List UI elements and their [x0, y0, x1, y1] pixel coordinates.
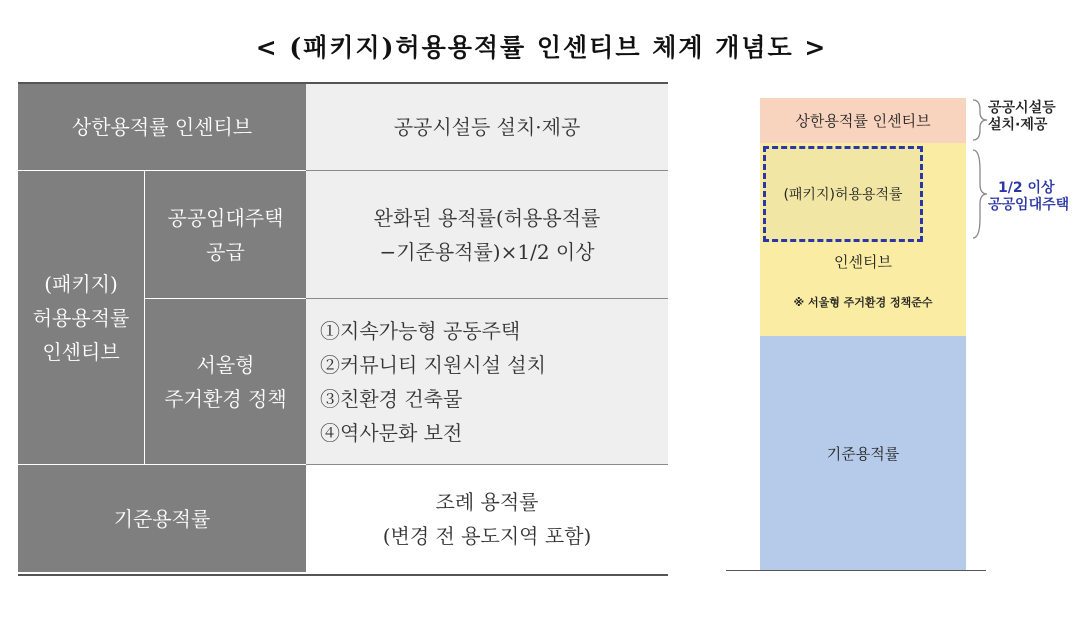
block-base-ratio: 기준용적률: [760, 336, 966, 570]
block-upper-incentive: 상한용적률 인센티브: [760, 98, 966, 143]
row-label-upper-incentive: 상한용적률 인센티브: [18, 84, 306, 170]
row-value-ordinance-ratio: [306, 465, 668, 572]
side-label-line: 1/2 이상: [998, 180, 1055, 196]
row-label-base-ratio: 기준용적률: [18, 465, 306, 572]
row-label-line: 공공임대주택: [167, 205, 284, 230]
policy-item: ②커뮤니티 지원시설 설치: [320, 352, 546, 377]
row-value-line: (변경 전 용도지역 포함): [382, 523, 592, 548]
incentive-table: [18, 82, 668, 576]
policy-item: ③친환경 건축물: [320, 386, 463, 411]
side-label-public-facility: [988, 100, 1056, 134]
group-label-line: 허용용적률: [32, 305, 130, 330]
side-label-public-rental: [988, 180, 1069, 214]
side-label-line: 공공시설등: [988, 100, 1056, 116]
row-label-line: 주거환경 정책: [164, 386, 287, 411]
brace-icon: [970, 98, 990, 258]
row-value-line: 완화된 용적률(허용용적률: [373, 205, 601, 230]
row-label-seoul-policy: [144, 299, 306, 464]
block-package-ratio: (패키지)허용용적률: [763, 146, 923, 242]
policy-item: ④역사문화 보전: [320, 420, 463, 445]
row-value-line: −기준용적률)×1/2 이상: [379, 239, 595, 264]
group-label-package-incentive: [18, 171, 144, 464]
concept-diagram: [720, 90, 1080, 590]
row-label-line: 공급: [206, 239, 245, 264]
row-value-public-facility: 공공시설등 설치·제공: [306, 84, 668, 170]
baseline: [726, 570, 986, 571]
group-label-line: 인센티브: [42, 339, 120, 364]
side-label-line: 공공임대주택: [988, 197, 1070, 213]
policy-item: ①지속가능형 공동주택: [320, 318, 521, 343]
note-seoul-policy: ※ 서울형 주거환경 정책준수: [793, 296, 933, 309]
label-incentive: 인센티브: [834, 252, 892, 271]
row-value-relaxed-ratio: [306, 171, 668, 298]
row-label-line: 서울형: [196, 352, 255, 377]
row-label-public-rental: [144, 171, 306, 298]
row-value-line: 조례 용적률: [435, 489, 539, 514]
group-label-line: (패키지): [44, 271, 118, 296]
side-label-line: 설치·제공: [988, 117, 1048, 133]
row-value-policy-list: [306, 299, 668, 464]
page-title: < (패키지)허용용적률 인센티브 체계 개념도 >: [255, 33, 828, 62]
